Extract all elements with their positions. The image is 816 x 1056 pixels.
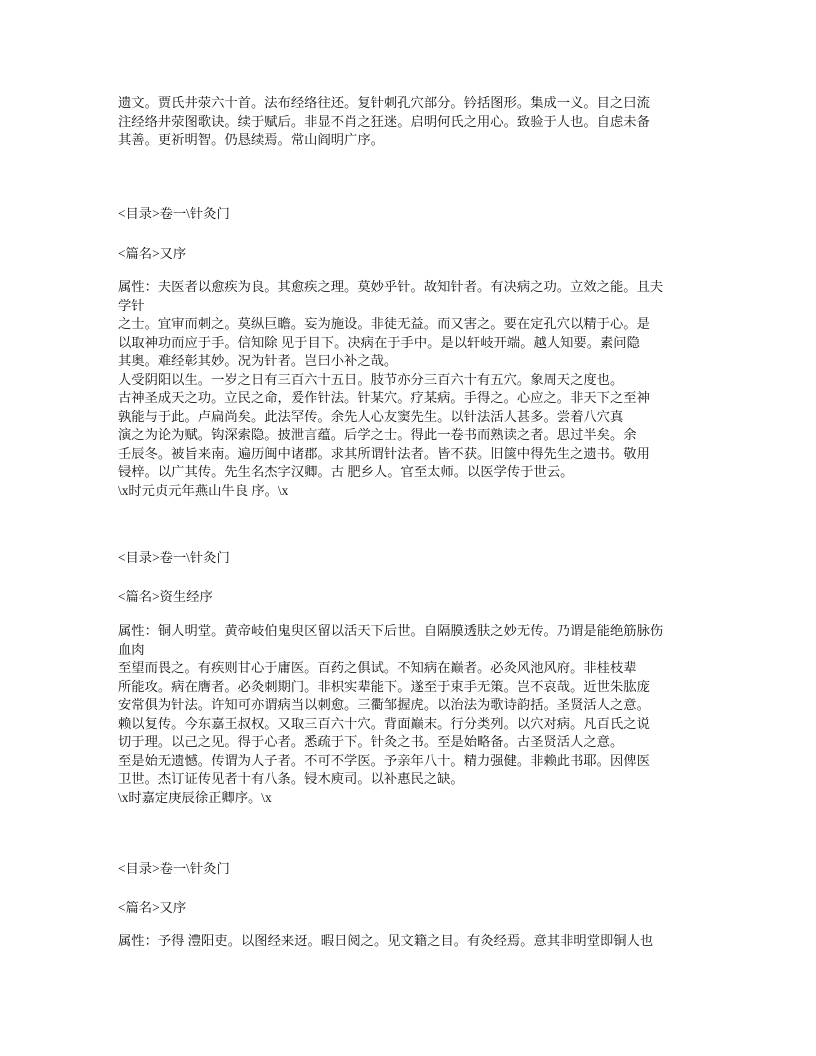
text-line: 遗文。贾氏井荥六十首。法布经络往还。复针刺孔穴部分。钤括图形。集成一义。目之曰流	[118, 95, 650, 110]
text-line: 其善。更祈明智。仍恳续焉。常山阎明广序。	[118, 132, 384, 147]
text-line: 属性：夫医者以愈疾为良。其愈疾之理。莫妙乎针。故知针者。有决病之功。立效之能。且夫	[118, 279, 664, 294]
title-line: <篇名>资生经序	[118, 589, 213, 604]
title-line: <篇名>又序	[118, 900, 187, 915]
text-line: 学针	[118, 297, 145, 313]
section-1-title	[118, 245, 718, 264]
text-line: 安常俱为针法。许知可亦谓病当以刺愈。三衢邹握虎。以治法为歌诗韵括。圣贤活人之意。	[118, 697, 650, 712]
text-line: 锓梓。以广其传。先生名杰字汉卿。古 肥乡人。官至太师。以医学传于世云。	[118, 464, 574, 479]
section-3-body	[118, 932, 718, 951]
section-2-title	[118, 588, 718, 607]
text-line: 演之为论为赋。钩深索隐。披泄言蕴。后学之士。得此一卷书而熟读之者。思过半矣。余	[118, 427, 637, 442]
text-line: 孰能与于此。卢扁尚矣。此法罕传。余先人心友窦先生。以针法活人甚多。尝着八穴真	[118, 408, 624, 424]
text-line: 至是始无遗憾。传谓为人子者。不可不学医。予亲年八十。精力强健。非赖此书耶。因俾医	[118, 752, 650, 768]
section-3-catalog	[118, 860, 718, 879]
text-line: 人受阴阳以生。一岁之日有三百六十五日。肢节亦分三百六十有五穴。象周天之度也。	[118, 371, 624, 387]
text-line: 切于理。以己之见。得于心者。悉疏于下。针灸之书。至是始略备。古圣贤活人之意。	[118, 734, 624, 749]
text-line: 其奥。难经彰其妙。况为针者。岂曰小补之哉。	[118, 353, 398, 368]
text-line: 属性：铜人明堂。黄帝岐伯鬼臾区留以活天下后世。自隔膜透肤之妙无传。乃谓是能绝筋脉伤	[118, 623, 664, 638]
section-2-catalog	[118, 549, 718, 568]
section-3-title	[118, 899, 718, 918]
text-line: 古神圣成天之功。立民之命，爰作针法。针某穴。疗某病。手得之。心应之。非天下之至神	[118, 390, 650, 405]
text-line: 以取神功而应于手。信知除 见于目下。决病在于手中。是以轩岐开端。越人知要。素问隐	[118, 334, 640, 350]
text-line: \x时元贞元年燕山牛良 序。\x	[118, 482, 289, 498]
title-line: <篇名>又序	[118, 246, 187, 261]
section-1-catalog	[118, 205, 718, 224]
section-2-body	[118, 622, 718, 807]
text-line: 壬辰冬。被旨来南。遍历闽中诸郡。求其所谓针法者。皆不获。旧箧中得先生之遗书。敬用	[118, 445, 650, 461]
catalog-line: <目录>卷一\针灸门	[118, 550, 230, 565]
text-line: 之士。宜审而刺之。莫纵巨瞻。妄为施设。非徒无益。而又害之。要在定孔穴以精于心。是	[118, 316, 650, 331]
text-line: 赖以复传。今东嘉王叔权。又取三百六十穴。背面巅末。行分类列。以穴对病。凡百氏之说	[118, 715, 650, 731]
text-line: 注经络井荥图歌诀。续于赋后。非显不肖之狂迷。启明何氏之用心。致验于人也。自虑未备	[118, 113, 650, 129]
text-line: 卫世。杰订证传见者十有八条。锓木庾司。以补惠民之缺。	[118, 771, 464, 786]
section-1-body	[118, 278, 718, 500]
intro-paragraph	[118, 94, 718, 150]
catalog-line: <目录>卷一\针灸门	[118, 206, 230, 221]
text-line: 所能攻。病在膺者。必灸刺期门。非枳实辈能下。遂至于束手无策。岂不哀哉。近世朱肱庞	[118, 678, 650, 694]
text-line: 至望而畏之。有疾则甘心于庸医。百药之俱试。不知病在巅者。必灸风池风府。非桂枝辈	[118, 660, 637, 675]
catalog-line: <目录>卷一\针灸门	[118, 861, 230, 876]
text-line: 属性：予得 澧阳吏。以图经来迓。暇日阅之。见文籍之目。有灸经焉。意其非明堂即铜人也	[118, 933, 654, 948]
text-line: 血肉	[118, 641, 145, 657]
text-line: \x时嘉定庚辰徐正卿序。\x	[118, 789, 272, 805]
